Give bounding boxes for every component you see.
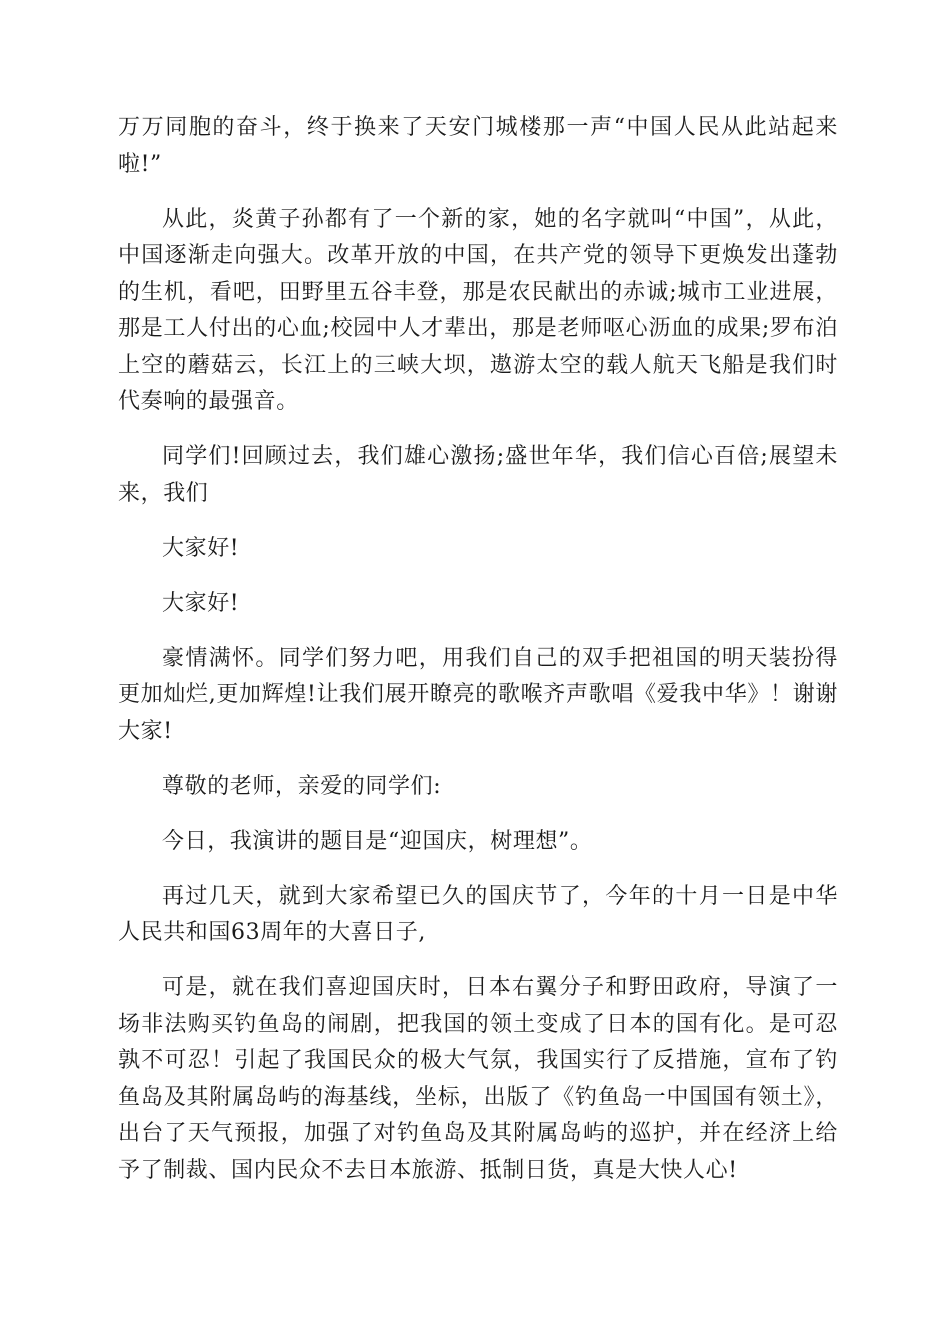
paragraph-greeting: 大家好!: [162, 590, 240, 616]
paragraph-national-day: 再过几天，就到大家希望已久的国庆节了，今年的十月一日是中华人民共和国63周年的大喜日子,: [118, 883, 838, 945]
paragraph-students-review: 同学们!回顾过去，我们雄心激扬;盛世年华，我们信心百倍;展望未来，我们: [118, 444, 838, 506]
paragraph-greeting: 大家好!: [162, 535, 240, 561]
paragraph-china-rise: 从此，炎黄子孙都有了一个新的家，她的名字就叫“中国”，从此，中国逐渐走向强大。改革开放的中国，在共产党的领导下更焕发出蓬勃的生机，看吧，田野里五谷丰登，那是农民献出的赤诚;城市工业进展，那是工人付出的心血;校园中人才辈出，那是老师呕心沥血的成果;罗布泊上空的蘑菇云，长江上的三峡大坝，遨游太空的载人航天飞船是我们时代奏响的最强音。: [118, 206, 838, 414]
document-body: [118, 110, 838, 1208]
paragraph-continued: 万万同胞的奋斗，终于换来了天安门城楼那一声“中国人民从此站起来啦!”: [118, 115, 838, 177]
paragraph-topic: 今日，我演讲的题目是“迎国庆，树理想”。: [162, 828, 593, 854]
paragraph-diaoyu: 可是，就在我们喜迎国庆时，日本右翼分子和野田政府，导演了一场非法购买钓鱼岛的闹剧，把我国的领土变成了日本的国有化。是可忍孰不可忍！引起了我国民众的极大气氛，我国实行了反措施，宣布了钓鱼岛及其附属岛屿的海基线，坐标，出版了《钓鱼岛一中国国有领土》，出台了天气预报，加强了对钓鱼岛及其附属岛屿的巡护，并在经济上给予了制裁、国内民众不去日本旅游、抵制日货，真是大快人心!: [118, 975, 838, 1183]
paragraph-salutation: 尊敬的老师，亲爱的同学们:: [162, 773, 442, 799]
paragraph-closing: 豪情满怀。同学们努力吧，用我们自己的双手把祖国的明天装扮得更加灿烂,更加辉煌!让我们展开瞭亮的歌喉齐声歌唱《爱我中华》！谢谢大家!: [118, 645, 838, 744]
